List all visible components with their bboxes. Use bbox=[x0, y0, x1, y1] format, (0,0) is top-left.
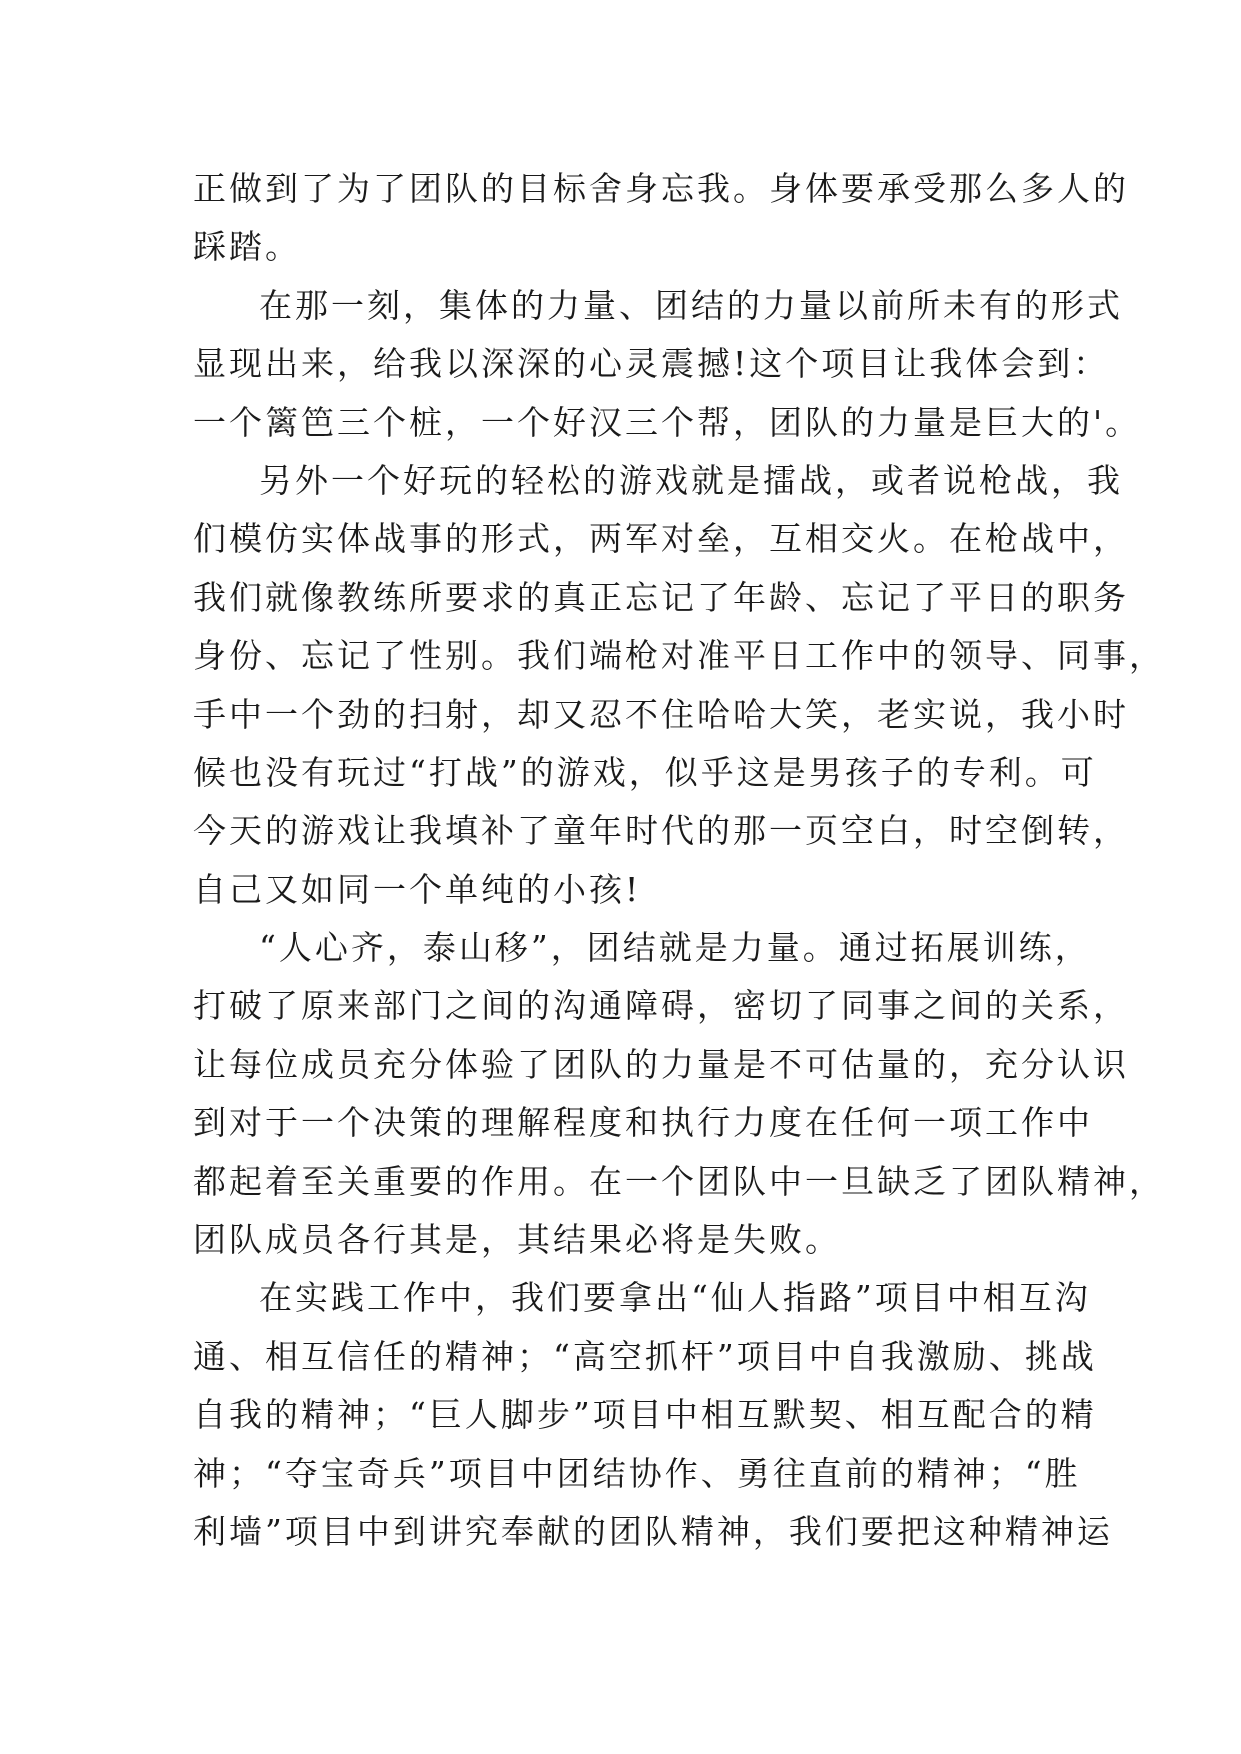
text-line: 打破了原来部门之间的沟通障碍，密切了同事之间的关系， bbox=[193, 986, 1129, 1026]
text-line: 在那一刻，集体的力量、团结的力量以前所未有的形式 bbox=[259, 285, 1123, 325]
text-line: 在实践工作中，我们要拿出“仙人指路”项目中相互沟 bbox=[259, 1278, 1091, 1318]
body-text bbox=[193, 160, 1165, 1561]
text-line: 通、相互信任的精神；“高空抓杆”项目中自我激励、挑战 bbox=[193, 1336, 1097, 1376]
text-line: 候也没有玩过“打战”的游戏，似乎这是男孩子的专利。可 bbox=[193, 752, 1097, 792]
text-line: 今天的游戏让我填补了童年时代的那一页空白，时空倒转， bbox=[193, 811, 1129, 851]
text-line: 显现出来，给我以深深的心灵震撼!这个项目让我体会到： bbox=[193, 344, 1110, 384]
text-line: 手中一个劲的扫射，却又忍不住哈哈大笑，老实说，我小时 bbox=[193, 694, 1129, 734]
text-line: 到对于一个决策的理解程度和执行力度在任何一项工作中 bbox=[193, 1103, 1093, 1143]
text-line: 利墙”项目中到讲究奉献的团队精神，我们要把这种精神运 bbox=[193, 1511, 1113, 1551]
text-line: 们模仿实体战事的形式，两军对垒，互相交火。在枪战中， bbox=[193, 519, 1129, 559]
text-line: 身份、忘记了性别。我们端枪对准平日工作中的领导、同事， bbox=[193, 636, 1165, 676]
text-line: 踩踏。 bbox=[193, 227, 301, 267]
text-line: 另外一个好玩的轻松的游戏就是擂战，或者说枪战，我 bbox=[259, 460, 1123, 500]
text-line: 都起着至关重要的作用。在一个团队中一旦缺乏了团队精神， bbox=[193, 1161, 1165, 1201]
text-line: 自己又如同一个单纯的小孩! bbox=[193, 869, 642, 909]
text-line: “人心齐，泰山移”，团结就是力量。通过拓展训练， bbox=[259, 928, 1091, 968]
text-line: 一个篱笆三个桩，一个好汉三个帮，团队的力量是巨大的'。 bbox=[193, 402, 1142, 442]
text-line: 正做到了为了团队的目标舍身忘我。身体要承受那么多人的 bbox=[193, 169, 1129, 208]
text-line: 神；“夺宝奇兵”项目中团结协作、勇往直前的精神；“胜 bbox=[193, 1453, 1081, 1493]
text-line: 自我的精神；“巨人脚步”项目中相互默契、相互配合的精 bbox=[193, 1395, 1097, 1435]
text-line: 我们就像教练所要求的真正忘记了年龄、忘记了平日的职务 bbox=[193, 577, 1129, 617]
text-line: 让每位成员充分体验了团队的力量是不可估量的，充分认识 bbox=[193, 1044, 1129, 1084]
text-line: 团队成员各行其是，其结果必将是失败。 bbox=[193, 1220, 841, 1260]
